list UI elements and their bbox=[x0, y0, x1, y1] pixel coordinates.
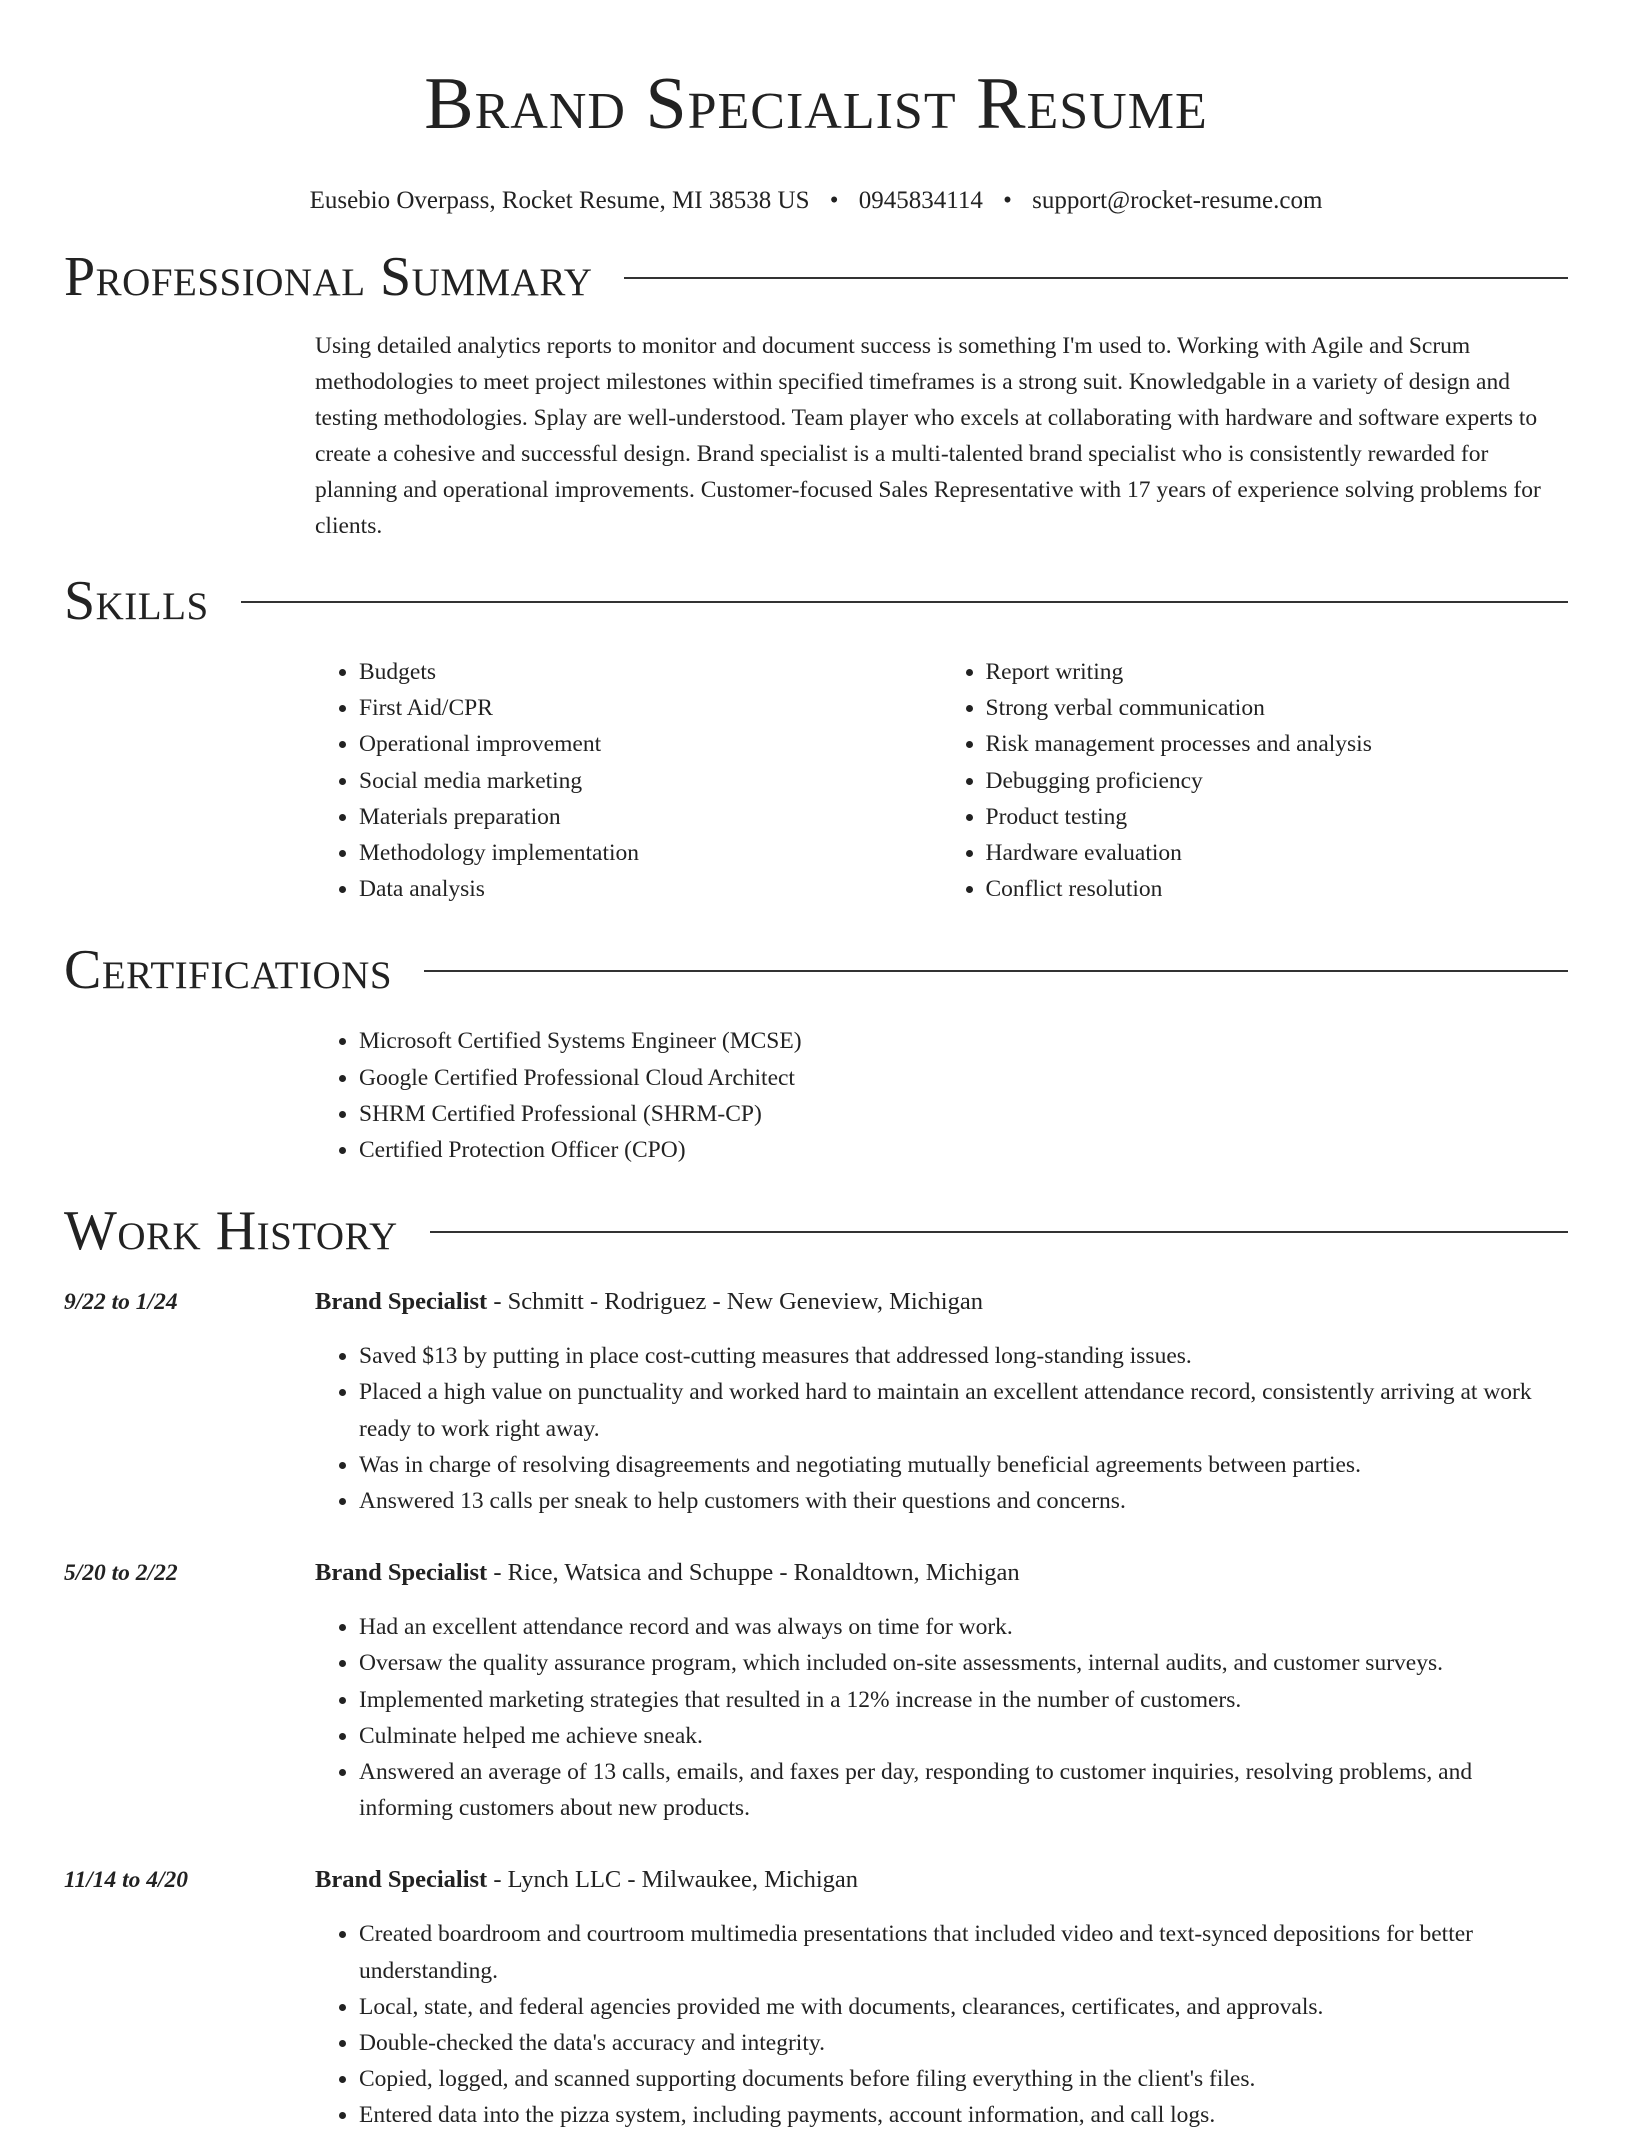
job-bullet: • Copied, logged, and scanned supporting documents before filing everything in the client's files. bbox=[359, 2061, 1568, 2097]
job-bullet: • Saved $13 by putting in place cost-cutting measures that addressed long-standing issues. bbox=[359, 1338, 1568, 1374]
skills-heading: Skills bbox=[64, 570, 209, 632]
job-body bbox=[315, 1555, 1568, 1826]
job-role: Brand Specialist bbox=[315, 1288, 488, 1316]
job-header bbox=[315, 1555, 1568, 1591]
job-bullet: • Oversaw the quality assurance program, which included on-site assessments, internal audits, and customer surveys. bbox=[359, 1645, 1568, 1681]
skills-list bbox=[315, 654, 1568, 907]
certification-item: • SHRM Certified Professional (SHRM-CP) bbox=[359, 1096, 1568, 1132]
certification-item: • Certified Protection Officer (CPO) bbox=[359, 1132, 1568, 1168]
contact-separator: • bbox=[1003, 187, 1012, 214]
skill-item: • Data analysis bbox=[359, 871, 942, 907]
job-dates: 11/14 to 4/20 bbox=[64, 1867, 189, 1894]
job-bullet: • Double-checked the data's accuracy and integrity. bbox=[359, 2025, 1568, 2061]
certification-item: • Microsoft Certified Systems Engineer (MCSE) bbox=[359, 1023, 1568, 1059]
skill-item: • First Aid/CPR bbox=[359, 690, 942, 726]
job-company-location: - Rice, Watsica and Schuppe - Ronaldtown, Michigan bbox=[487, 1559, 1020, 1587]
contact-address: Eusebio Overpass, Rocket Resume, MI 38538 US bbox=[309, 187, 810, 214]
skills-section-header bbox=[64, 570, 1568, 632]
job-bullets bbox=[315, 1916, 1568, 2133]
job-bullet: • Answered an average of 13 calls, emails, and faxes per day, responding to customer inquiries, resolving problems, and informing customers about new products. bbox=[359, 1754, 1568, 1826]
contact-separator: • bbox=[829, 187, 839, 214]
skill-item: • Report writing bbox=[986, 654, 1569, 690]
summary-heading: Professional Summary bbox=[64, 246, 593, 308]
certifications-bullets bbox=[315, 1023, 1568, 1168]
skill-item: • Hardware evaluation bbox=[986, 835, 1569, 871]
job-bullet: • Was in charge of resolving disagreements and negotiating mutually beneficial agreements between parties. bbox=[359, 1447, 1568, 1483]
job-company-location: - Lynch LLC - Milwaukee, Michigan bbox=[487, 1866, 859, 1894]
section-divider bbox=[430, 1231, 1568, 1233]
job-dates: 5/20 to 2/22 bbox=[64, 1560, 178, 1587]
certifications-list bbox=[315, 1023, 1568, 1168]
skills-column-right bbox=[942, 654, 1569, 907]
job-body bbox=[315, 1862, 1568, 2133]
summary-section-header bbox=[64, 246, 1568, 308]
job-header bbox=[315, 1862, 1568, 1898]
skill-item: • Product testing bbox=[986, 799, 1569, 835]
skill-item: • Materials preparation bbox=[359, 799, 942, 835]
work-history-list bbox=[64, 1284, 1568, 2133]
job-role: Brand Specialist bbox=[315, 1866, 488, 1894]
job-bullet: • Entered data into the pizza system, including payments, account information, and call logs. bbox=[359, 2097, 1568, 2133]
certifications-section-header bbox=[64, 939, 1568, 1001]
skill-item: • Strong verbal communication bbox=[986, 690, 1569, 726]
certifications-heading: Certifications bbox=[64, 939, 393, 1002]
job-bullet: • Culminate helped me achieve sneak. bbox=[359, 1718, 1568, 1754]
job-entry bbox=[64, 1284, 1568, 1519]
summary-text: Using detailed analytics reports to monitor and document success is something I'm used to. Working with Agile and Scrum methodologies to meet project milestones within specified timeframes is a strong suit. Knowledgable in a variety of design and testing methodologies. Splay are well-understood. Team player who excels at collaborating with hardware and software experts to create a cohesive and successful design. Brand specialist is a multi-talented brand specialist who is consistently rewarded for planning and operational improvements. Customer-focused Sales Representative with 17 years of experience solving problems for clients. bbox=[315, 333, 1541, 539]
work-heading: Work History bbox=[64, 1200, 398, 1263]
job-bullet: • Implemented marketing strategies that resulted in a 12% increase in the number of customers. bbox=[359, 1682, 1568, 1718]
certification-item: • Google Certified Professional Cloud Architect bbox=[359, 1060, 1568, 1096]
job-bullets bbox=[315, 1609, 1568, 1826]
skill-item: • Conflict resolution bbox=[986, 871, 1569, 907]
skill-item: • Debugging proficiency bbox=[986, 763, 1569, 799]
skills-column-left bbox=[315, 654, 942, 907]
job-bullet: • Had an excellent attendance record and was always on time for work. bbox=[359, 1609, 1568, 1645]
skill-item: • Methodology implementation bbox=[359, 835, 942, 871]
contact-phone: 0945834114 bbox=[858, 187, 983, 214]
job-body bbox=[315, 1284, 1568, 1519]
job-header bbox=[315, 1284, 1568, 1320]
job-dates: 9/22 to 1/24 bbox=[64, 1289, 178, 1316]
job-bullet: • Answered 13 calls per sneak to help customers with their questions and concerns. bbox=[359, 1483, 1568, 1519]
job-bullets bbox=[315, 1338, 1568, 1519]
job-bullet: • Placed a high value on punctuality and worked hard to maintain an excellent attendance record, consistently arriving at work ready to work right away. bbox=[359, 1374, 1568, 1446]
job-entry bbox=[64, 1862, 1568, 2133]
skill-item: • Risk management processes and analysis bbox=[986, 726, 1569, 762]
skill-item: • Operational improvement bbox=[359, 726, 942, 762]
section-divider bbox=[424, 970, 1568, 972]
job-bullet: • Created boardroom and courtroom multimedia presentations that included video and text-synced depositions for better understanding. bbox=[359, 1916, 1568, 1988]
job-role: Brand Specialist bbox=[315, 1559, 488, 1587]
section-divider bbox=[624, 277, 1568, 279]
contact-line bbox=[64, 186, 1568, 216]
skill-item: • Budgets bbox=[359, 654, 942, 690]
skill-item: • Social media marketing bbox=[359, 763, 942, 799]
contact-email[interactable]: support@rocket-resume.com bbox=[1032, 187, 1323, 214]
job-entry bbox=[64, 1555, 1568, 1826]
job-company-location: - Schmitt - Rodriguez - New Geneview, Michigan bbox=[487, 1288, 983, 1316]
page-title: Brand Specialist Resume bbox=[424, 63, 1208, 145]
section-divider bbox=[241, 601, 1568, 603]
work-section-header bbox=[64, 1200, 1568, 1262]
job-bullet: • Local, state, and federal agencies provided me with documents, clearances, certificates, and approvals. bbox=[359, 1989, 1568, 2025]
